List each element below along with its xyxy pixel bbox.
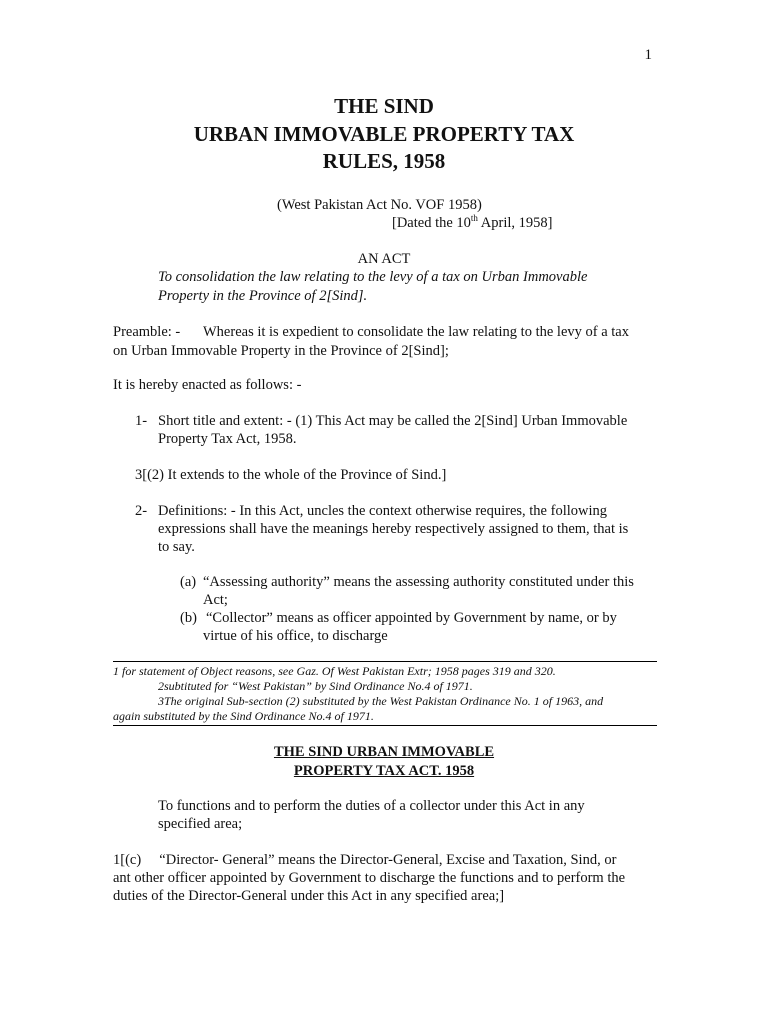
section-1-number: 1- [135,413,148,429]
preamble-line-2: on Urban Immovable Property in the Province of 2[Sind]; [113,343,449,359]
act-reference: (West Pakistan Act No. VOF 1958) [277,197,482,213]
section-2-number: 2- [135,503,148,519]
definition-c-line-2: ant other officer appointed by Government to discharge the functions and to perform the [113,870,626,886]
definition-b-line-2: virtue of his office, to discharge [203,628,388,644]
dated-prefix: [Dated the 10 [392,215,471,231]
page-number: 1 [644,47,652,63]
definition-a-line-2: Act; [203,592,228,608]
footnote-2: 2subtituted for “West Pakistan” by Sind Ordinance No.4 of 1971. [158,679,473,693]
enacted-clause: It is hereby enacted as follows: - [113,377,302,393]
running-heading-line-2: PROPERTY TAX ACT. 1958 [293,763,475,779]
document-title-line-2: URBAN IMMOVABLE PROPERTY TAX [193,122,575,146]
definition-c-line-1: 1[(c) “Director- General” means the Director-General, Excise and Taxation, Sind, or [113,852,617,868]
footnote-3-continued: again substituted by the Sind Ordinance No.4 of 1971. [113,709,374,723]
footnote-1: 1 for statement of Object reasons, see Gaz. Of West Pakistan Extr; 1958 pages 319 and 320. [113,664,556,678]
definition-a-label: (a) [180,574,197,590]
section-2-line-2: expressions shall have the meanings hereby respectively assigned to them, that is [158,521,629,537]
subsection-2: 3[(2) It extends to the whole of the Province of Sind.] [135,467,447,483]
footnote-bottom-rule [113,725,657,726]
section-1-line-2: Property Tax Act, 1958. [158,431,297,447]
preamble-line-1: Whereas it is expedient to consolidate the law relating to the levy of a tax [203,324,629,340]
section-2-line-1: Definitions: - In this Act, uncles the context otherwise requires, the following [158,503,607,519]
definition-b-label: (b) [180,610,197,626]
document-title-line-1: THE SIND [334,94,434,118]
definition-c-line-3: duties of the Director-General under this Act in any specified area;] [113,888,505,904]
purpose-line-2: Property in the Province of 2[Sind]. [158,288,368,304]
an-act-heading: AN ACT [357,251,411,267]
dated-suffix: April, 1958] [477,215,553,231]
dated-line [392,214,552,233]
continuation-line-2: specified area; [158,816,243,832]
footnote-3: 3The original Sub-section (2) substituted by the West Pakistan Ordinance No. 1 of 1963, and [158,694,604,708]
dated-superscript: th [470,213,478,224]
section-2-line-3: to say. [158,539,195,555]
running-heading-line-1: THE SIND URBAN IMMOVABLE [273,744,495,760]
definition-a-line-1: “Assessing authority” means the assessing authority constituted under this [203,574,634,590]
document-title-line-3: RULES, 1958 [322,149,446,173]
preamble-label: Preamble: - [113,324,181,340]
footnote-top-rule [113,661,657,662]
section-1-line-1: Short title and extent: - (1) This Act may be called the 2[Sind] Urban Immovable [158,413,628,429]
definition-b-line-1: “Collector” means as officer appointed by Government by name, or by [206,610,617,626]
purpose-line-1: To consolidation the law relating to the levy of a tax on Urban Immovable [158,269,588,285]
continuation-line-1: To functions and to perform the duties of a collector under this Act in any [158,798,585,814]
